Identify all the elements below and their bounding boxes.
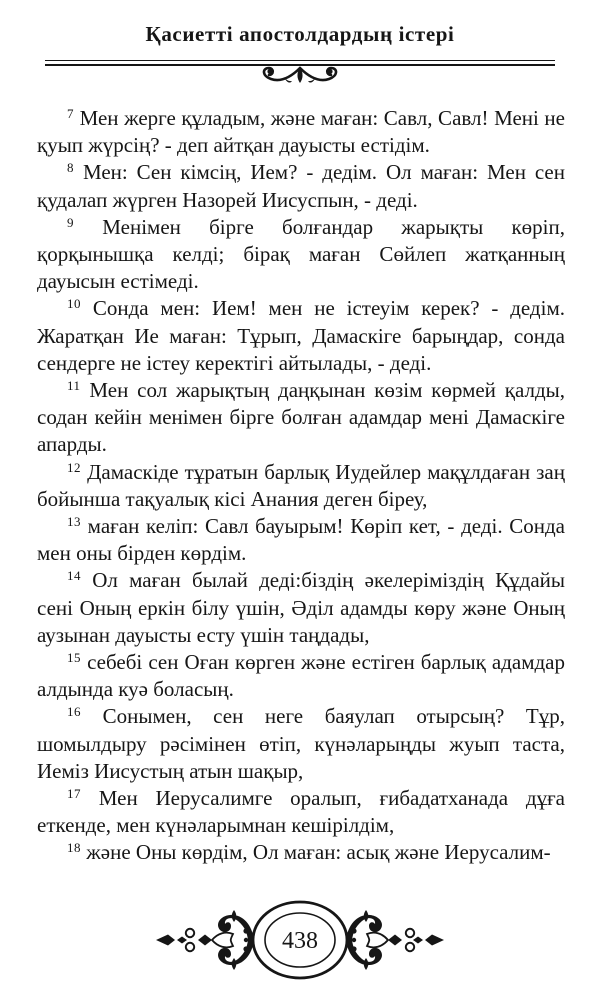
verse-number: 8 (67, 160, 75, 176)
verse-number: 15 (67, 649, 82, 665)
verse-paragraph (37, 295, 565, 377)
verse-paragraph (37, 159, 565, 213)
verse-paragraph (37, 513, 565, 567)
verse-paragraph (37, 703, 565, 785)
book-page (0, 22, 600, 992)
verse-text: Мен жерге құладым, және маған: Савл, Савл! Мені не қуып жүрсің? - деп айтқан дауысты естідім. (37, 106, 565, 158)
footer-flourish-left (156, 910, 254, 970)
verse-number: 7 (67, 105, 75, 121)
header-scroll-ornament-icon (244, 65, 356, 95)
verse-text: Дамаскіде тұратын барлық Иудейлер мақұлдаған заң бойынша тақуалық кісі Анания деген біреу, (37, 459, 565, 511)
verse-text: себебі сен Оған көрген және естіген барлық адамдар алдында куә боласың. (37, 650, 565, 702)
verse-paragraph (37, 459, 565, 513)
running-title: Қасиетті апостолдардың істері (145, 22, 455, 46)
page-number-cartouche-icon (150, 900, 450, 980)
verse-number: 9 (67, 214, 75, 230)
verse-number: 18 (67, 840, 82, 856)
verses-container (37, 105, 565, 867)
verse-number: 13 (67, 513, 82, 529)
verse-text: Мен: Сен кімсің, Ием? - дедім. Ол маған: Мен сен қудалап жүрген Назорей Иисуспын, - деді. (37, 160, 565, 212)
verse-number: 10 (67, 296, 82, 312)
verse-number: 11 (67, 377, 81, 393)
verse-text: және Оны көрдім, Ол маған: асық және Иерусалим- (81, 840, 551, 865)
verse-text: маған келіп: Савл бауырым! Көріп кет, - деді. Сонда мен оны бірден көрдім. (37, 514, 565, 566)
verse-paragraph (37, 649, 565, 703)
page-number: 438 (282, 928, 318, 954)
verse-number: 14 (67, 568, 82, 584)
verse-paragraph (37, 377, 565, 459)
verse-text: Сонда мен: Ием! мен не істеуім керек? - дедім. Жаратқан Ие маған: Тұрып, Дамаскіге барыңдар, сонда сендерге не істеу керектігі айтылады, - деді. (37, 296, 565, 375)
verse-text: Мен сол жарықтың даңқынан көзім көрмей қалды, содан кейін менімен бірге болған адамдар мені Дамаскіге апарды. (37, 378, 565, 457)
header-rule (45, 60, 555, 94)
page-footer (0, 900, 600, 980)
verse-paragraph (37, 785, 565, 839)
verse-paragraph (37, 214, 565, 296)
page-header (0, 22, 600, 94)
verse-paragraph (37, 105, 565, 159)
rule-line-thin (45, 60, 555, 61)
verse-number: 17 (67, 785, 82, 801)
verse-number: 16 (67, 704, 82, 720)
footer-flourish-right (346, 910, 444, 970)
verse-text: Мен Иерусалимге оралып, ғибадатханада дұға еткенде, мен күнәларымнан кешірілдім, (37, 786, 565, 838)
verse-text: Ол маған былай деді:біздің әкелеріміздің Құдайы сені Оның еркін білу үшін, Әділ адамды көру және Оның аузынан дауысты есту үшін таңдады, (37, 568, 565, 647)
verse-number: 12 (67, 459, 82, 475)
verse-paragraph (37, 567, 565, 649)
verse-text: Сонымен, сен неге баяулап отырсың? Тұр, шомылдыру рәсімінен өтіп, күнәларыңды жуып таста, Иеміз Иисустың атын шақыр, (37, 704, 565, 783)
verse-paragraph (37, 839, 565, 866)
verse-text: Менімен бірге болғандар жарықты көріп, қорқынышқа келді; бірақ маған Сөйлеп жатқанның дауысын естімеді. (37, 214, 565, 294)
